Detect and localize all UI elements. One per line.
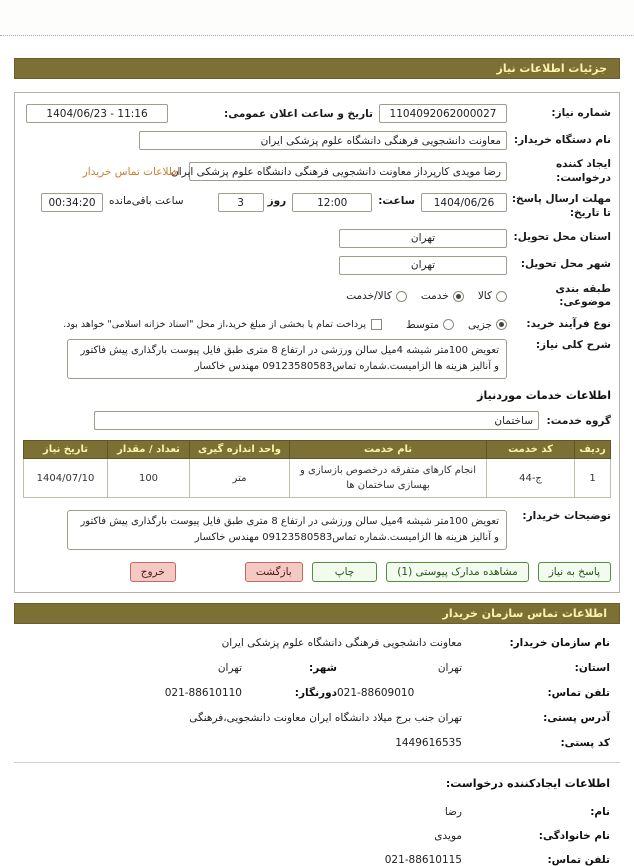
back-button[interactable]: بازگشت bbox=[245, 562, 303, 582]
col-service-name: نام خدمت bbox=[290, 441, 487, 459]
delivery-province-input[interactable]: تهران bbox=[339, 229, 507, 248]
contact-province-label: استان: bbox=[574, 662, 610, 675]
buyer-contact-title: اطلاعات تماس سازمان خریدار bbox=[442, 607, 607, 621]
row-need-number bbox=[23, 104, 611, 123]
creator-label: ایجاد کننده درخواست: bbox=[555, 158, 611, 184]
need-description-box[interactable]: تعویض 100متر شیشه 4میل سالن ورزشی در ارتفاع 8 متری طبق فایل پیوست بارگذاری پیش فاکتور و آنالیز هزینه ها الزامیست.شماره تماس09123580583 مهندس خاکسار bbox=[67, 339, 507, 379]
row-buyer-notes bbox=[23, 510, 611, 550]
treasury-checkbox-option[interactable] bbox=[63, 319, 382, 330]
row-deadline bbox=[23, 193, 611, 220]
category-option-goods[interactable] bbox=[478, 290, 507, 302]
creator-section-title: اطلاعات ایجادکننده درخواست: bbox=[445, 777, 610, 791]
creator-info-section bbox=[0, 777, 634, 866]
col-quantity: تعداد / مقدار bbox=[108, 441, 190, 459]
remaining-time-label: ساعت باقی‌مانده bbox=[109, 195, 184, 208]
table-row bbox=[24, 459, 611, 498]
buyer-org-input[interactable]: معاونت دانشجویی فرهنگی دانشگاه علوم پزشکی ایران bbox=[139, 131, 507, 150]
row-last-name bbox=[14, 830, 610, 842]
cell-quantity: 100 bbox=[108, 459, 190, 498]
days-input[interactable]: 3 bbox=[218, 193, 264, 212]
org-name-label: نام سازمان خریدار: bbox=[509, 637, 610, 650]
cell-service-code: ج-44 bbox=[487, 459, 575, 498]
postal-code-value: 1449616535 bbox=[395, 737, 462, 750]
last-name-value: مویدی bbox=[434, 830, 462, 843]
buyer-org-label: نام دستگاه خریدار: bbox=[513, 133, 611, 146]
process-type-label: نوع فرآیند خرید: bbox=[526, 317, 611, 330]
view-docs-button[interactable]: مشاهده مدارک پیوستی (1) bbox=[386, 562, 528, 582]
buyer-contact-link[interactable]: اطلاعات تماس خریدار bbox=[82, 165, 180, 178]
announce-datetime-label: تاریخ و ساعت اعلان عمومی: bbox=[224, 107, 373, 120]
deadline-time-label: ساعت: bbox=[378, 195, 415, 208]
row-phone-fax bbox=[14, 687, 610, 699]
days-label: روز bbox=[267, 195, 287, 208]
first-name-label: نام: bbox=[590, 806, 610, 819]
need-number-input[interactable]: 1104092062000027 bbox=[379, 104, 507, 123]
first-name-value: رضا bbox=[444, 806, 462, 819]
need-number-label: شماره نیاز: bbox=[551, 106, 611, 119]
details-title-bar bbox=[14, 58, 620, 79]
row-address bbox=[14, 712, 610, 724]
row-creator-phone bbox=[14, 854, 610, 866]
radio-unchecked-icon bbox=[443, 319, 454, 330]
buyer-notes-label: توضیحات خریدار: bbox=[522, 510, 611, 523]
cell-unit: متر bbox=[190, 459, 290, 498]
row-service-group bbox=[23, 411, 611, 430]
top-strip bbox=[0, 0, 634, 36]
action-buttons bbox=[23, 562, 611, 582]
process-option-minor[interactable] bbox=[468, 319, 507, 331]
address-value: تهران جنب برج میلاد دانشگاه ایران معاونت دانشجویی،فرهنگی bbox=[189, 712, 462, 725]
checkbox-unchecked-icon bbox=[371, 319, 382, 330]
row-delivery-city bbox=[23, 256, 611, 275]
col-unit: واحد اندازه گیری bbox=[190, 441, 290, 459]
service-group-input[interactable]: ساختمان bbox=[94, 411, 539, 430]
row-org-name bbox=[14, 637, 610, 649]
contact-phone-label: تلفن تماس: bbox=[547, 687, 610, 700]
cell-need-date: 1404/07/10 bbox=[24, 459, 108, 498]
details-title: جزئیات اطلاعات نیاز bbox=[496, 62, 607, 75]
need-description-label: شرح کلی نیاز: bbox=[535, 339, 611, 352]
fax-value: 021-88610110 bbox=[164, 687, 242, 700]
process-option-medium-label: متوسط bbox=[406, 318, 440, 331]
fax-label: دورنگار: bbox=[294, 687, 337, 700]
cell-row-number: 1 bbox=[575, 459, 611, 498]
delivery-city-input[interactable]: تهران bbox=[339, 256, 507, 275]
row-process-type bbox=[23, 318, 611, 332]
treasury-checkbox-label: پرداخت تمام یا بخشی از مبلغ خرید،از محل "اسناد خزانه اسلامی" خواهد بود. bbox=[63, 319, 367, 331]
deadline-date-input[interactable]: 1404/06/26 bbox=[421, 193, 507, 212]
radio-unchecked-icon bbox=[496, 291, 507, 302]
process-option-minor-label: جزیی bbox=[468, 318, 492, 331]
radio-checked-icon bbox=[496, 319, 507, 330]
buyer-contact-section bbox=[0, 624, 634, 749]
need-details-panel bbox=[14, 92, 620, 593]
contact-city-value: تهران bbox=[217, 662, 242, 675]
row-delivery-province bbox=[23, 229, 611, 248]
section-divider bbox=[14, 762, 620, 763]
exit-button[interactable]: خروج bbox=[130, 562, 176, 582]
org-name-value: معاونت دانشجویی فرهنگی دانشگاه علوم پزشکی ایران bbox=[221, 637, 462, 650]
delivery-province-label: استان محل تحویل: bbox=[513, 231, 611, 244]
last-name-label: نام خانوادگی: bbox=[538, 830, 610, 843]
contact-city-label: شهر: bbox=[309, 662, 337, 675]
col-need-date: تاریخ نیاز bbox=[24, 441, 108, 459]
address-label: آدرس پستی: bbox=[543, 712, 610, 725]
radio-checked-icon bbox=[453, 291, 464, 302]
buyer-notes-box[interactable]: تعویض 100متر شیشه 4میل سالن ورزشی در ارتفاع 8 متری طبق فایل پیوست بارگذاری پیش فاکتور و آنالیز هزینه ها الزامیست.شماره تماس09123580583 مهندس خاکسار bbox=[67, 510, 507, 550]
process-option-medium[interactable] bbox=[406, 319, 454, 331]
col-service-code: کد خدمت bbox=[487, 441, 575, 459]
radio-unchecked-icon bbox=[396, 291, 407, 302]
creator-phone-value: 021-88610115 bbox=[384, 854, 462, 866]
col-row-number: ردیف bbox=[575, 441, 611, 459]
category-option-service-label: خدمت bbox=[420, 290, 449, 303]
delivery-city-label: شهر محل تحویل: bbox=[520, 258, 611, 271]
print-button[interactable]: چاپ bbox=[312, 562, 378, 582]
announce-datetime-input[interactable]: 1404/06/23 - 11:16 bbox=[26, 104, 168, 123]
row-request-creator bbox=[23, 158, 611, 185]
services-table bbox=[23, 440, 611, 498]
row-first-name bbox=[14, 806, 610, 818]
contact-province-value: تهران bbox=[437, 662, 462, 675]
remaining-time-input[interactable]: 00:34:20 bbox=[41, 193, 103, 212]
deadline-time-input[interactable]: 12:00 bbox=[292, 193, 372, 212]
services-section-title: اطلاعات خدمات موردنیاز bbox=[477, 389, 611, 403]
creator-input[interactable]: رضا مویدی کارپرداز معاونت دانشجویی فرهنگی دانشگاه علوم پزشکی ایران bbox=[189, 162, 507, 181]
row-need-description bbox=[23, 339, 611, 379]
category-option-goods-service-label: کالا/خدمت bbox=[346, 290, 392, 303]
category-option-goods-label: کالا bbox=[477, 290, 492, 303]
deadline-label: مهلت ارسال پاسخ: تا تاریخ: bbox=[511, 193, 611, 219]
service-group-label: گروه خدمت: bbox=[546, 414, 611, 427]
cell-service-name: انجام کارهای متفرقه درخصوص بازسازی و بهسازی ساختمان ها bbox=[290, 459, 487, 498]
buyer-contact-bar bbox=[14, 603, 620, 624]
creator-phone-label: تلفن تماس: bbox=[547, 854, 610, 866]
row-buyer-org bbox=[23, 131, 611, 150]
row-subject-category bbox=[23, 283, 611, 310]
category-option-service[interactable] bbox=[421, 290, 464, 302]
row-province-city bbox=[14, 662, 610, 674]
respond-button[interactable]: پاسخ به نیاز bbox=[538, 562, 611, 582]
row-postal-code bbox=[14, 737, 610, 749]
contact-phone-value: 021-88609010 bbox=[337, 687, 415, 700]
category-label: طبقه بندی موضوعی: bbox=[555, 282, 611, 309]
postal-code-label: کد پستی: bbox=[560, 737, 610, 750]
category-option-goods-service[interactable] bbox=[346, 290, 407, 302]
services-table-header-row bbox=[24, 441, 611, 459]
